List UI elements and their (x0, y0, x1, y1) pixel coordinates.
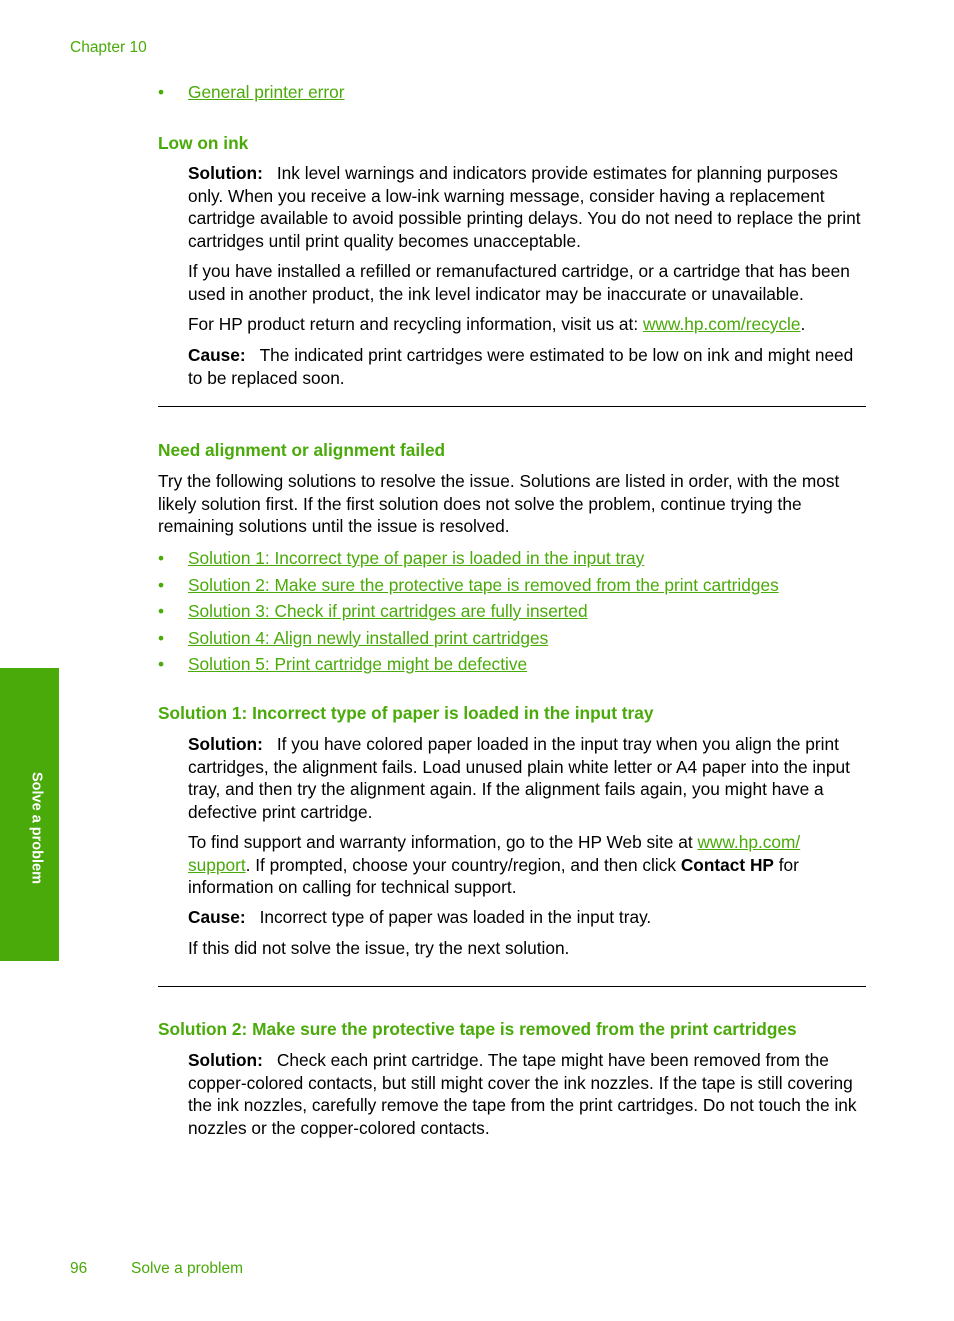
solution-text: Check each print cartridge. The tape might have been removed from the copper-colored contacts, but still might cover the ink nozzles. If the tape is still covering the ink nozzles, carefully remove the tape from the print cartridges. Do not touch the ink nozzles or the copper-colored contacts. (188, 1050, 857, 1138)
general-printer-error-link[interactable]: General printer error (188, 82, 345, 102)
cause-label: Cause: (188, 907, 246, 927)
recycle-link[interactable]: www.hp.com/recycle (642, 314, 801, 334)
low-ink-recycle-note (188, 313, 868, 336)
section-divider (158, 406, 866, 407)
support-link-continued[interactable]: support (188, 854, 246, 875)
solution-label: Solution: (188, 163, 263, 183)
bullet: • (158, 654, 165, 674)
side-tab (0, 668, 59, 961)
support-mid: . If prompted, choose your country/region, and then click (245, 854, 681, 875)
solution-2-text (188, 1049, 868, 1139)
solution-2-link[interactable]: Solution 2: Make sure the protective tape is removed from the print cartridges (188, 574, 779, 595)
low-ink-solution (188, 162, 868, 252)
page-number: 96 (70, 1260, 88, 1277)
side-tab-label: Solve a problem (28, 771, 45, 885)
bullet: • (158, 574, 165, 595)
section-heading-low-on-ink: Low on ink (158, 133, 249, 153)
chapter-label: Chapter 10 (70, 39, 147, 56)
bullet: • (158, 82, 165, 102)
low-ink-cause (188, 344, 868, 389)
cause-text: Incorrect type of paper was loaded in the input tray. (259, 907, 652, 927)
solution-1-next: If this did not solve the issue, try the next solution. (188, 938, 570, 958)
list-item (158, 572, 779, 599)
contact-hp-label: Contact HP (680, 854, 774, 875)
recycle-prefix: For HP product return and recycling information, visit us at: (188, 314, 643, 334)
solution-4-link[interactable]: Solution 4: Align newly installed print cartridges (188, 627, 549, 648)
support-suffix: for information on calling for technical support. (188, 854, 799, 897)
cause-text: The indicated print cartridges were estimated to be low on ink and might need to be replaced soon. (188, 345, 854, 388)
solution-link-list (158, 545, 779, 678)
solution-text: Ink level warnings and indicators provide estimates for planning purposes only. When you receive a low-ink warning message, consider having a replacement cartridge available to avoid possible printing delays. You do not need to replace the print cartridges until print quality becomes unacceptable. (188, 163, 861, 251)
list-item (158, 545, 779, 572)
solution-1-link[interactable]: Solution 1: Incorrect type of paper is loaded in the input tray (188, 548, 645, 568)
solution-text: If you have colored paper loaded in the input tray when you align the print cartridges, the alignment fails. Load unused plain white letter or A4 paper into the input tray, and then try the alignment again. If the alignment fails again, you might have a defective print cartridge. (188, 734, 850, 822)
bullet: • (158, 601, 165, 621)
list-item (158, 625, 779, 652)
solution-5-link[interactable]: Solution 5: Print cartridge might be defective (188, 654, 528, 674)
list-item (158, 598, 779, 625)
solution-1-text (188, 733, 868, 823)
section-heading-alignment: Need alignment or alignment failed (158, 440, 446, 460)
list-item (158, 81, 345, 104)
bullet: • (158, 627, 165, 648)
alignment-intro: Try the following solutions to resolve the issue. Solutions are listed in order, with the most likely solution first. If the first solution does not solve the problem, continue trying the remaining solutions until the issue is resolved. (158, 471, 840, 536)
list-item (158, 651, 779, 678)
bullet: • (158, 548, 165, 568)
support-link[interactable]: www.hp.com/ (697, 832, 801, 852)
solution-1-cause (188, 906, 868, 929)
cause-label: Cause: (188, 345, 246, 365)
recycle-suffix: . (800, 314, 806, 334)
low-ink-refill-note: If you have installed a refilled or remanufactured cartridge, or a cartridge that has been used in another product, the ink level indicator may be inaccurate or unavailable. (188, 261, 850, 304)
solution-3-link[interactable]: Solution 3: Check if print cartridges are fully inserted (188, 601, 588, 621)
section-divider (158, 986, 866, 987)
solution-label: Solution: (188, 1050, 263, 1070)
top-link-list (158, 81, 345, 104)
section-heading-solution-2: Solution 2: Make sure the protective tape is removed from the print cartridges (158, 1019, 797, 1039)
footer-section: Solve a problem (131, 1260, 244, 1277)
support-prefix: To find support and warranty information, go to the HP Web site at (188, 832, 698, 852)
solution-label: Solution: (188, 734, 263, 754)
section-heading-solution-1: Solution 1: Incorrect type of paper is loaded in the input tray (158, 703, 654, 723)
solution-1-support (188, 831, 868, 899)
